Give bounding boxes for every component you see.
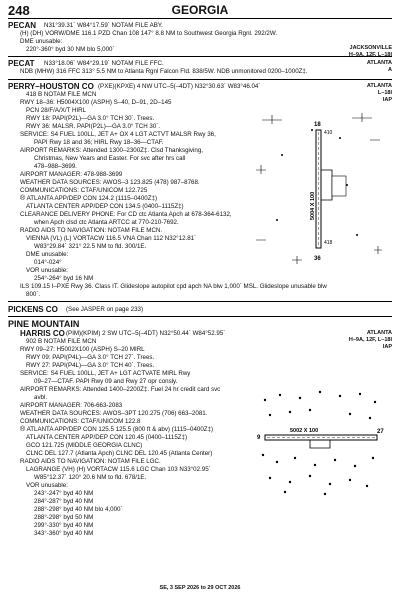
pecat-chart-refs: ATLANTA A [366,60,392,73]
pecat-name: PECAT [8,59,35,68]
elev-18: 410 [324,130,333,136]
perry-runway: RWY 18–36: H5004X100 (ASPH) S–40, D–91, 2D–145 [20,99,172,106]
rwy-length: 5002 X 100 [290,428,319,434]
perry-clearance: CLEARANCE DELIVERY PHONE: For CD ctc Atlanta Apch at 678-364-6132, [20,211,232,218]
perry-dme2: 014°-024° [34,259,62,266]
divider [8,316,392,317]
perry-airport-diagram [252,110,387,275]
harris-runway: RWY 09–27: H5002X100 (ASPH) S–20 MIRL [20,346,145,353]
harris-elev: 902 B NOTAM FILE MCN [26,338,97,345]
perry-pcn: PCN 28/F/A/X/T HIRL [26,107,87,114]
harris-comms: COMMUNICATIONS: CTAF/UNICOM 122.8 [20,418,141,425]
harris-rwy09: RWY 09: PAPI(P4L)—GA 3.0° TCH 27´. Trees. [26,354,155,361]
harris-vor-1: 243°-247° byd 40 NM [34,490,94,497]
pecat-location: N33°18.06´ W84°29.19´ NOTAM FILE FFC. [44,60,164,67]
perry-service: SERVICE: S4 FUEL 100LL, JET A+ OX 4 LGT ACTVT MALSR Rwy 36, [20,131,216,138]
page-number: 248 [8,3,30,18]
rwy-label-27: 27 [377,429,384,435]
harris-gco: GCO 121.725 (MIDDLE GEORGIA CLNC) [26,442,143,449]
harris-service2: 09–27—CTAF. PAPI Rwy 09 and Rwy 27 opr consly. [34,378,178,385]
perry-clearance2: when Apch clsd ctc Atlanta ARTCC at 770-210-7692. [34,219,179,226]
perry-rwy36: RWY 36: MALSR. PAPI(P2L)—GA 3.0° TCH 30´. [26,123,161,130]
harris-vor-3: 288°-298° byd 40 NM blo 4,000´ [34,506,123,513]
header-rule [8,18,392,19]
perry-remarks2: Christmas, New Years and Easter. For svc after hrs call [34,155,186,162]
harris-header: (PIM)(KPIM) 2 SW UTC–5(–4DT) N32°50.44´ W84°52.95´ [66,330,226,337]
perry-vienna2: W83°29.84´ 321° 22.5 NM to fld. 300/1E. [34,243,147,250]
divider [8,56,392,57]
harris-service: SERVICE: S4 FUEL 100LL, JET A+ LGT ACTVATE MIRL Rwy [20,370,191,377]
perry-weather: WEATHER DATA SOURCES: AWOS–3 123.825 (478) 987–8768. [20,179,200,186]
rwy-label-9: 9 [257,435,261,441]
harris-weather: WEATHER DATA SOURCES: AWOS–3PT 120.275 (706) 663–2081. [20,410,208,417]
rwy-label-18: 18 [314,122,321,128]
harris-remarks2: avbl. [34,394,48,401]
harris-vor-2: 284°-287° byd 40 NM [34,498,94,505]
perry-vienna: VIENNA (VL) (L) VORTACW 116.5 VNA Chan 112 N32°12.81´ [26,235,197,242]
harris-vor-6: 343°-360° byd 40 NM [34,530,94,537]
perry-ils2: 800´. [26,291,41,298]
rwy-label-36: 36 [314,256,321,262]
harris-remarks: AIRPORT REMARKS: Attended 1400–2200Z‡. Fuel 24 hr credit card svc [20,386,221,393]
perry-radio: RADIO AIDS TO NAVIGATION: NOTAM FILE MCN. [20,227,163,234]
harris-chart-refs: ATLANTA H–9A, 12F, L–18I IAP [348,330,392,350]
harris-vor-label: VOR unusable: [26,482,68,489]
perry-comms: COMMUNICATIONS: CTAF/UNICOM 122.725 [20,187,148,194]
perry-vor2: 254°-264° byd 16 NM [34,275,94,282]
perry-chart-refs: ATLANTA L–18I IAP [366,83,392,103]
pecan-nav: (H) (DH) VORW/DME 116.1 PZD Chan 108 147° 8.8 NM to Southwest Georgia Rgnl. 292/2W. [20,30,278,37]
divider [8,301,392,302]
perry-service2: PAPI Rwy 18 and 36; HIRL Rwy 18–36—CTAF. [34,139,164,146]
state-title: GEORGIA [171,3,229,17]
pecan-dme-value: 220°-360° byd 30 NM blo 5,000´ [26,46,115,53]
rwy-length: 5004 X 100 [310,191,316,220]
harris-center: ATLANTA CENTER APP/DEP CON 120.45 (0400–1115Z‡) [26,434,188,441]
perry-rwy18: RWY 18: PAPI(P2L)—GA 3.0° TCH 30´. Trees. [26,115,155,122]
elev-36: 418 [324,240,333,246]
perry-ils: ILS 109.15 I–PXE Rwy 36. Class IT. Glideslope autopilot cpd apch NA blw 1,000´ MSL. Glideslope unusable blw [20,283,327,290]
pecan-name: PECAN [8,21,37,30]
harris-app: ® ATLANTA APP/DEP CON 125.5 125.5 (800 ft & abv) (1115–0400Z‡) [20,426,214,433]
harris-rwy27: RWY 27: PAPI(P4L)—GA 3.0° TCH 40´. Trees. [26,362,155,369]
perry-center: ATLANTA CENTER APP/DEP CON 134.5 (0400–1115Z‡) [26,203,184,210]
perry-vor1: VOR unusable: [26,267,68,274]
pecan-location: N31°39.31´ W84°17.59´ NOTAM FILE ABY. [44,22,163,29]
harris-lagrange2: W85°12.37´ 120° 20.6 NM to fld. 678/1E. [34,474,147,481]
harris-lagrange: LAGRANGE (VH) (H) VORTACW 115.6 LGC Chan 103 N33°02.95´ [26,466,211,473]
harris-co-name: HARRIS CO [20,329,65,338]
harris-vor-5: 299°-330° byd 40 NM [34,522,94,529]
perry-elev: 418 B NOTAM FILE MCN [26,91,97,98]
runway-09-27 [265,435,377,440]
perry-header: (PXE)(KPXE) 4 NW UTC–5(–4DT) N32°30.63´ W83°46.04´ [98,83,261,90]
harris-vor-4: 288°-298° byd 50 NM [34,514,94,521]
harris-clnc: CLNC DEL 127.7 (Atlanta Apch) CLNC DEL 120.45 (Atlanta Center) [26,450,213,457]
pecat-nav: NDB (MHW) 316 FFC 313° 5.5 NM to Atlanta Rgnl Falcon Fld. 838/5W. NDB unmonitored 0200–1000Z‡. [20,68,308,75]
perry-remarks: AIRPORT REMARKS: Attended 1300–2300Z‡. Clsd Thanksgiving, [20,147,203,154]
harris-airport-diagram [255,380,387,500]
pecan-chart-refs: JACKSONVILLE H–9A, 12F, L–18I [348,45,392,58]
footer-effective-dates: SE, 3 SEP 2026 to 29 OCT 2026 [159,585,241,591]
pickens-name: PICKENS CO [8,305,58,314]
harris-radio: RADIO AIDS TO NAVIGATION: NOTAM FILE LGC. [20,458,161,465]
harris-manager: AIRPORT MANAGER: 706-663-2083 [20,402,123,409]
perry-name: PERRY–HOUSTON CO [8,82,94,91]
perry-manager: AIRPORT MANAGER: 478-988-3699 [20,171,123,178]
pecan-dme-label: DME unusable: [20,38,63,45]
perry-app: ® ATLANTA APP/DEP CON 124.2 (1115–0400Z‡) [20,195,158,202]
perry-remarks3: 478–988–3699. [34,163,78,170]
page-header [0,0,400,18]
perry-dme1: DME unusable: [26,251,69,258]
pickens-xref: (See JASPER on page 233) [66,306,144,313]
pine-mountain-city: PINE MOUNTAIN [8,319,80,329]
divider [8,79,392,80]
